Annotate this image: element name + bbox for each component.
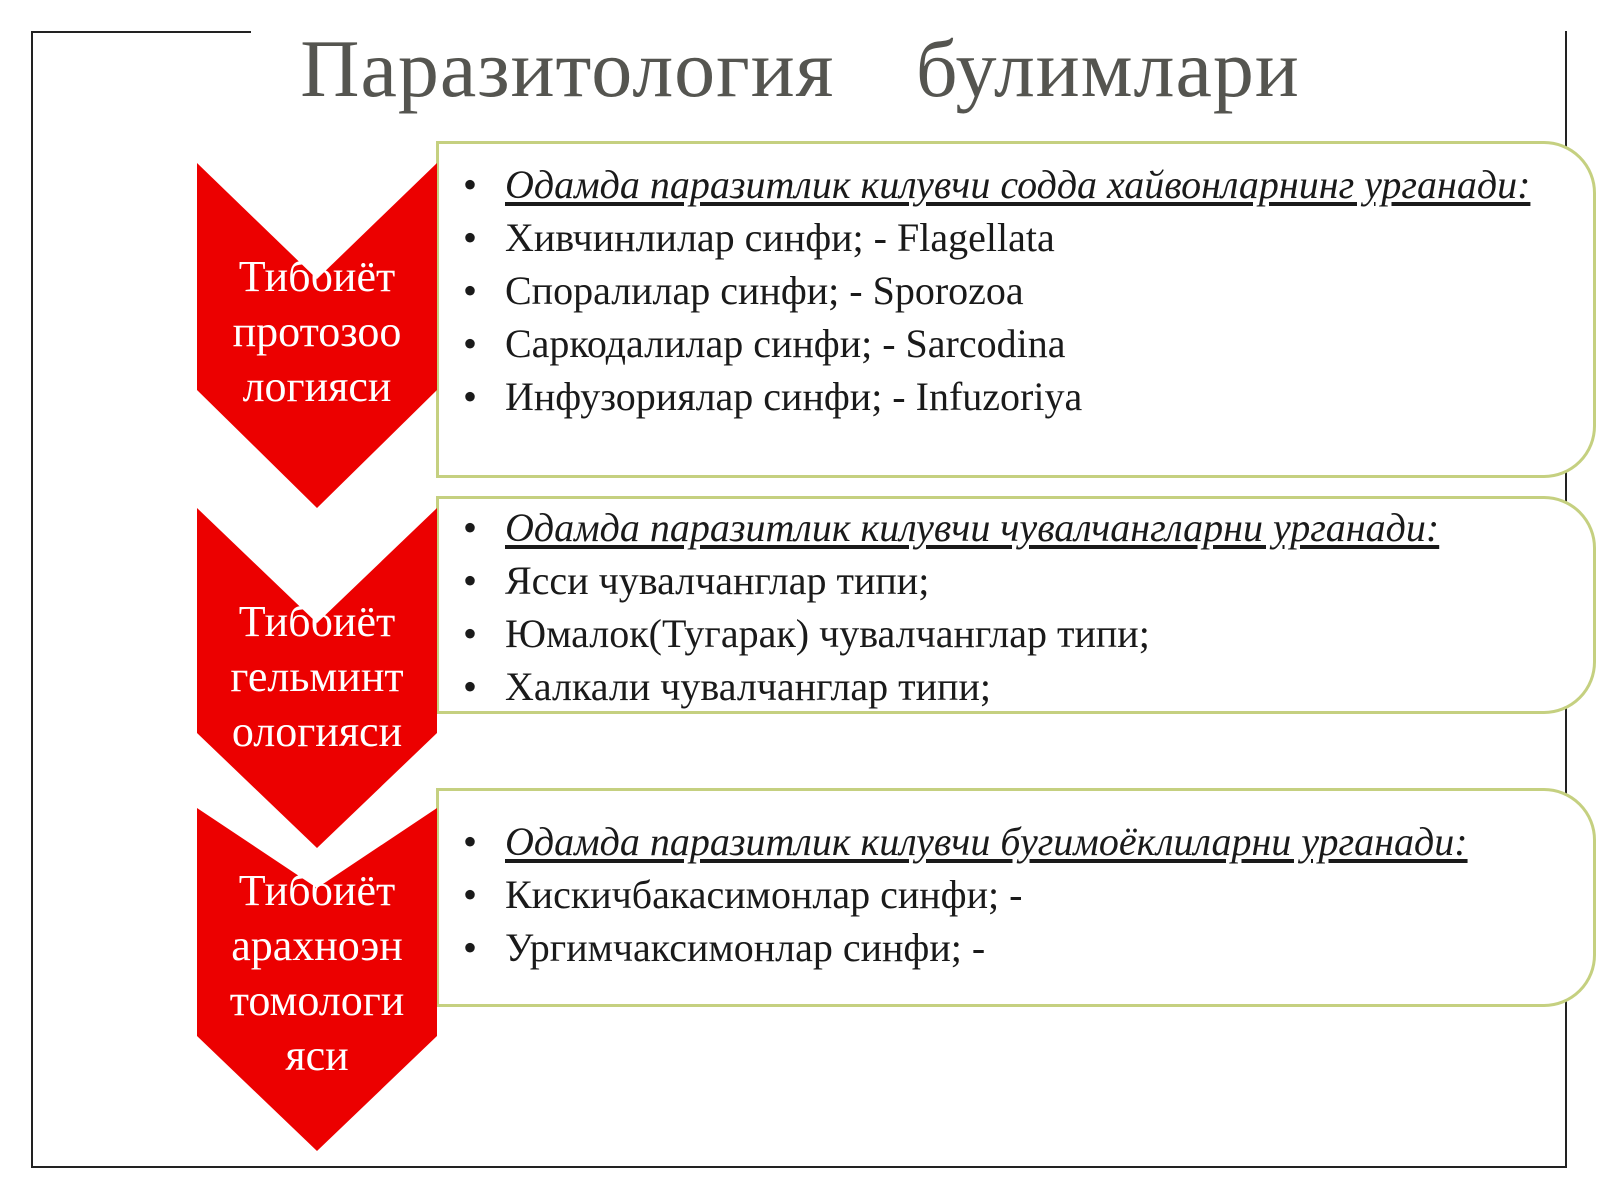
chevron-label-line: Тиббиёт xyxy=(238,252,396,301)
chevron-protozoology xyxy=(197,163,437,508)
chevron-helminthology xyxy=(197,508,437,848)
section-list-item xyxy=(439,317,1593,370)
item-text: Одамда паразитлик килувчи содда хайвонларнинг урганади: xyxy=(505,162,1531,207)
section-list-item xyxy=(439,921,1593,974)
item-text: Ясси чувалчанглар типи; xyxy=(505,558,930,603)
bullet-icon: • xyxy=(463,162,478,207)
section-list-item xyxy=(439,211,1593,264)
section-lead-item xyxy=(439,158,1593,211)
item-text: Саркодалилар синфи; - Sarcodina xyxy=(505,321,1066,366)
bullet-icon: • xyxy=(463,872,478,917)
section-list-item xyxy=(439,264,1593,317)
chevron-label-line: Тиббиёт xyxy=(238,597,396,646)
bullet-icon: • xyxy=(463,664,478,709)
section-list-item xyxy=(439,868,1593,921)
bullet-icon: • xyxy=(463,268,478,313)
section-content-box-protozoology xyxy=(436,141,1596,478)
chevron-label xyxy=(197,863,437,1083)
chevron-label xyxy=(197,594,437,759)
bullet-icon: • xyxy=(463,558,478,603)
item-text: Инфузориялар синфи; - Infuzoriya xyxy=(505,374,1083,419)
chevron-label-line: протозоо xyxy=(232,307,402,356)
bullet-icon: • xyxy=(463,819,478,864)
section-list-item xyxy=(439,554,1593,607)
chevron-label-line: гельминт xyxy=(230,652,404,701)
item-text: Споралилар синфи; - Sporozoa xyxy=(505,268,1024,313)
bullet-icon: • xyxy=(463,215,478,260)
section-item-list xyxy=(439,815,1593,974)
section-item-list xyxy=(439,158,1593,423)
chevron-label-line: Тиббиёт xyxy=(238,866,396,915)
chevron-label xyxy=(197,249,437,414)
section-lead-item xyxy=(439,815,1593,868)
section-list-item xyxy=(439,370,1593,423)
chevron-arachnoentomology xyxy=(197,808,437,1151)
section-content-box-helminthology xyxy=(436,496,1596,714)
bullet-icon: • xyxy=(463,321,478,366)
item-text: Халкали чувалчанглар типи; xyxy=(505,664,991,709)
bullet-icon: • xyxy=(463,925,478,970)
item-text: Хивчинлилар синфи; - Flagellata xyxy=(505,215,1055,260)
chevron-label-line: яси xyxy=(285,1031,349,1080)
item-text: Юмалок(Тугарак) чувалчанглар типи; xyxy=(505,611,1150,656)
section-content-box-arachnoentomology xyxy=(436,788,1596,1007)
bullet-icon: • xyxy=(463,611,478,656)
item-text: Ургимчаксимонлар синфи; - xyxy=(505,925,986,970)
slide-title: Паразитология булимлари xyxy=(300,23,1300,114)
section-list-item xyxy=(439,607,1593,660)
section-item-list xyxy=(439,501,1593,713)
chevron-label-line: ологияси xyxy=(231,707,403,756)
item-text: Одамда паразитлик килувчи бугимоёклиларни урганади: xyxy=(505,819,1468,864)
chevron-label-line: логияси xyxy=(242,362,392,411)
chevron-label-line: арахноэн xyxy=(231,921,403,970)
frame-left-line xyxy=(31,31,33,1167)
item-text: Кискичбакасимонлар синфи; - xyxy=(505,872,1023,917)
bullet-icon: • xyxy=(463,374,478,419)
section-lead-item xyxy=(439,501,1593,554)
frame-bottom-line xyxy=(31,1166,1567,1168)
item-text: Одамда паразитлик килувчи чувалчангларни урганади: xyxy=(505,505,1440,550)
bullet-icon: • xyxy=(463,505,478,550)
chevron-label-line: томологи xyxy=(229,976,405,1025)
section-list-item xyxy=(439,660,1593,713)
